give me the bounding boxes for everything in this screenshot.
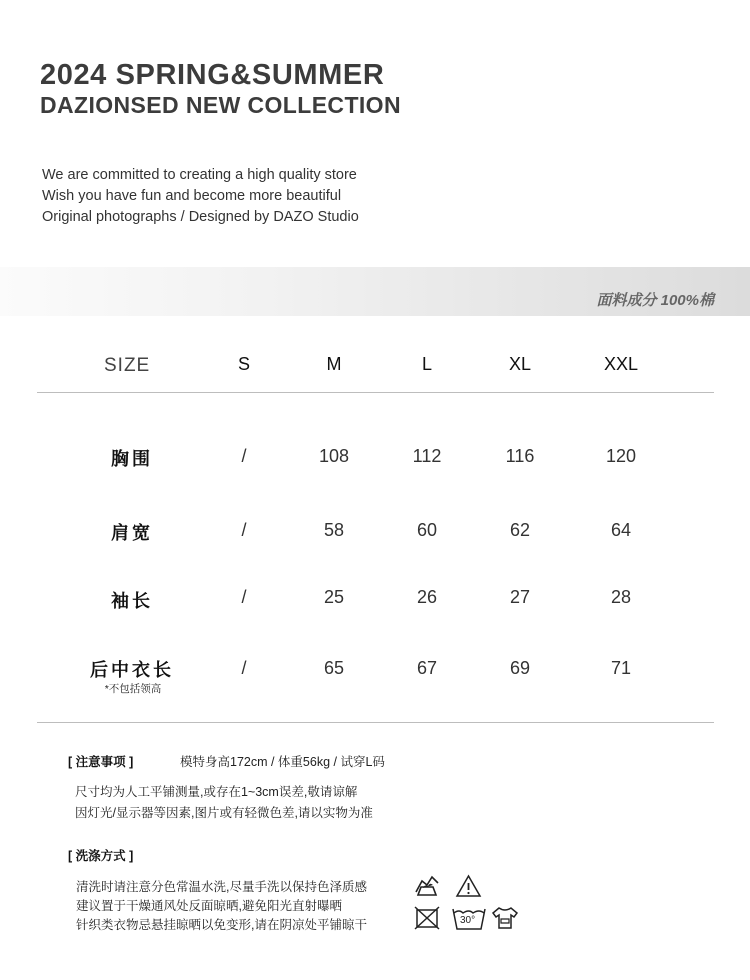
table-cell: /: [241, 587, 247, 607]
table-cell: /: [241, 658, 247, 678]
washing-line: 针织类衣物忌悬挂晾晒以免变形,请在阴凉处平铺晾干: [76, 918, 367, 932]
wash-temp-label: 30°: [460, 915, 476, 926]
washing-title: [ 洗涤方式 ]: [68, 849, 134, 863]
no-tumble-dry-icon: [414, 906, 440, 930]
fabric-composition: 面料成分 100%棉: [596, 292, 714, 309]
collection-title-line2: DAZIONSED NEW COLLECTION: [40, 92, 401, 118]
wash-30-icon: [451, 905, 487, 931]
row-label-length: 后中衣长: [90, 660, 174, 680]
table-cell: 62: [509, 520, 531, 540]
table-cell: 28: [610, 587, 632, 607]
table-divider-bottom: [37, 722, 714, 723]
table-cell: 67: [416, 658, 438, 678]
table-cell: 64: [610, 520, 632, 540]
table-divider-top: [37, 392, 714, 393]
table-cell: 26: [416, 587, 438, 607]
table-cell: 60: [416, 520, 438, 540]
row-label-shoulder: 肩宽: [111, 523, 153, 543]
washing-line: 清洗时请注意分色常温水洗,尽量手洗以保持色泽质感: [76, 880, 367, 894]
table-cell: 116: [505, 446, 535, 466]
table-cell: 120: [605, 446, 637, 466]
table-cell: /: [241, 520, 247, 540]
table-cell: 69: [509, 658, 531, 678]
notes-line: 尺寸均为人工平铺测量,或存在1~3cm误差,敬请谅解: [75, 785, 358, 799]
row-note-length: *不包括领高: [104, 683, 162, 695]
size-col-l: L: [421, 354, 433, 374]
collection-title-line1: 2024 SPRING&SUMMER: [40, 59, 385, 91]
intro-line: Wish you have fun and become more beautiful: [42, 188, 342, 204]
size-header-label: SIZE: [104, 355, 151, 376]
table-cell: 71: [610, 658, 632, 678]
notes-model-info: 模特身高172cm / 体重56kg / 试穿L码: [180, 755, 385, 769]
table-cell: 65: [323, 658, 345, 678]
table-cell: 27: [509, 587, 531, 607]
table-cell: 112: [412, 446, 442, 466]
table-cell: 25: [323, 587, 345, 607]
table-cell: 108: [318, 446, 350, 466]
notes-title: [ 注意事项 ]: [68, 755, 134, 769]
row-label-sleeve: 袖长: [111, 591, 153, 611]
size-col-s: S: [237, 354, 251, 374]
notes-line: 因灯光/显示器等因素,图片或有轻微色差,请以实物为准: [75, 806, 373, 820]
hand-wash-icon: [413, 872, 441, 898]
size-col-xxl: XXL: [603, 354, 639, 374]
size-col-xl: XL: [508, 354, 532, 374]
intro-line: We are committed to creating a high quality store: [42, 167, 357, 183]
table-cell: 58: [323, 520, 345, 540]
iron-shirt-icon: [490, 905, 520, 931]
intro-text: [42, 165, 359, 228]
size-col-m: M: [326, 354, 342, 374]
row-label-chest: 胸围: [111, 449, 153, 469]
caution-icon: [455, 874, 482, 898]
intro-line: Original photographs / Designed by DAZO Studio: [42, 209, 359, 225]
washing-line: 建议置于干燥通风处反面晾晒,避免阳光直射曝晒: [76, 899, 342, 913]
table-cell: /: [241, 446, 247, 466]
